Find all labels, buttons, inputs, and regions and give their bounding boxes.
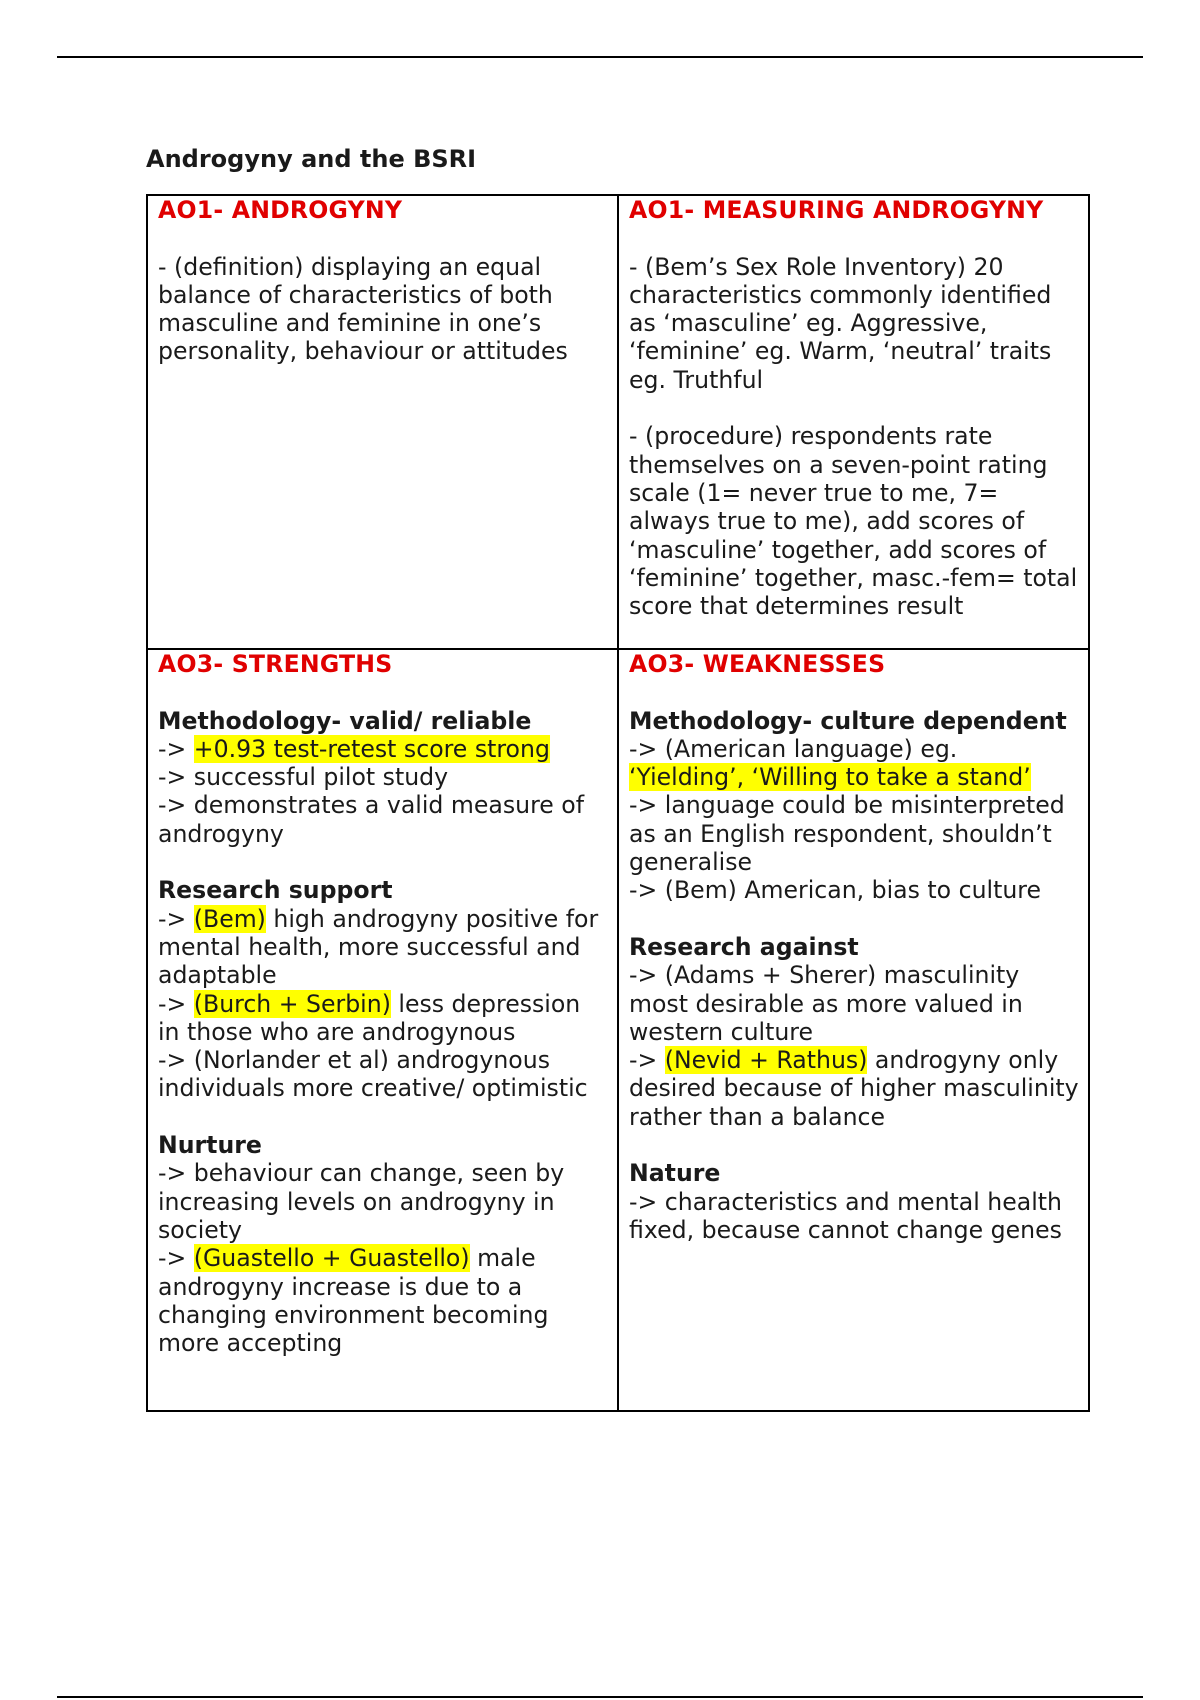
- item-text: less depression in those who are androgynous: [158, 989, 581, 1046]
- arrow-prefix: ->: [629, 1046, 665, 1075]
- list-item: -> language could be misinterpreted as an English respondent, shouldn’t generalise: [629, 791, 1065, 877]
- highlighted-text: ‘Yielding’, ‘Willing to take a stand’: [629, 763, 1031, 792]
- list-item: [158, 1244, 609, 1357]
- arrow-prefix: ->: [158, 734, 194, 763]
- cell-ao1-androgyny: [148, 196, 619, 650]
- list-item: -> successful pilot study: [158, 763, 449, 792]
- research-support-block: [158, 876, 609, 1102]
- subheading: Research against: [629, 932, 859, 961]
- nature-block: [629, 1159, 1082, 1244]
- bsri-description-text: - (Bem’s Sex Role Inventory) 20 characteristics commonly identified as ‘masculine’ eg. Aggressive, ‘feminine’ eg. Warm, ‘neutral’ traits eg. Truthful: [629, 252, 1052, 394]
- methodology-block: [158, 707, 609, 848]
- list-item: -> (Bem) American, bias to culture: [629, 876, 1042, 905]
- subheading: Nurture: [158, 1131, 262, 1160]
- list-item: -> behaviour can change, seen by increasing levels on androgyny in society: [158, 1159, 565, 1244]
- definition-text: - (definition) displaying an equal balance of characteristics of both masculine and feminine in one’s personality, behaviour or attitudes: [158, 252, 568, 366]
- list-item: -> (American language) eg.: [629, 734, 958, 763]
- subheading: Nature: [629, 1159, 721, 1188]
- cell-ao3-weaknesses: [619, 650, 1090, 1410]
- procedure-text: - (procedure) respondents rate themselves on a seven-point rating scale (1= never true to me, 7= always true to me), add scores of ‘masculine’ together, add scores of ‘feminine’ together, masc.-fem= total score that determines result: [629, 422, 1078, 621]
- list-item: -> (Adams + Sherer) masculinity most desirable as more valued in western culture: [629, 961, 1023, 1046]
- cell-ao1-measuring: [619, 196, 1090, 650]
- highlighted-text: +0.93 test-retest score strong: [193, 734, 550, 763]
- footer-rule: [57, 1696, 1143, 1698]
- section-heading: AO1- ANDROGYNY: [158, 196, 403, 224]
- subheading: Methodology- valid/ reliable: [158, 706, 532, 735]
- research-against-block: [629, 933, 1082, 1131]
- list-item: [158, 735, 609, 763]
- section-heading: AO1- MEASURING ANDROGYNY: [629, 196, 1044, 224]
- arrow-prefix: ->: [158, 904, 194, 933]
- nurture-block: [158, 1131, 609, 1357]
- document-title: Androgyny and the BSRI: [146, 145, 477, 173]
- item-text: high androgyny positive for mental health, more successful and adaptable: [158, 904, 599, 990]
- subheading: Methodology- culture dependent: [629, 706, 1067, 735]
- summary-table: [146, 194, 1090, 1412]
- list-item: -> characteristics and mental health fixed, because cannot change genes: [629, 1187, 1062, 1244]
- list-item: -> (Norlander et al) androgynous individuals more creative/ optimistic: [158, 1046, 588, 1103]
- section-heading: AO3- STRENGTHS: [158, 650, 393, 678]
- list-item: [629, 1046, 1082, 1131]
- methodology-block: [629, 707, 1082, 905]
- item-text: male androgyny increase is due to a changing environment becoming more accepting: [158, 1244, 549, 1358]
- arrow-prefix: ->: [158, 989, 194, 1018]
- list-item: [158, 905, 609, 990]
- highlighted-text: (Burch + Serbin): [193, 989, 391, 1018]
- header-rule: [57, 56, 1143, 58]
- list-item: -> demonstrates a valid measure of androgyny: [158, 791, 585, 848]
- highlighted-text: (Bem): [193, 904, 266, 933]
- section-heading: AO3- WEAKNESSES: [629, 650, 886, 678]
- highlighted-text: (Guastello + Guastello): [193, 1244, 470, 1273]
- highlighted-text: (Nevid + Rathus): [664, 1046, 868, 1075]
- subheading: Research support: [158, 876, 393, 905]
- list-item: [629, 763, 1082, 791]
- cell-ao3-strengths: [148, 650, 619, 1410]
- arrow-prefix: ->: [158, 1244, 194, 1273]
- item-text: androgyny only desired because of higher masculinity rather than a balance: [629, 1046, 1079, 1131]
- list-item: [158, 990, 609, 1047]
